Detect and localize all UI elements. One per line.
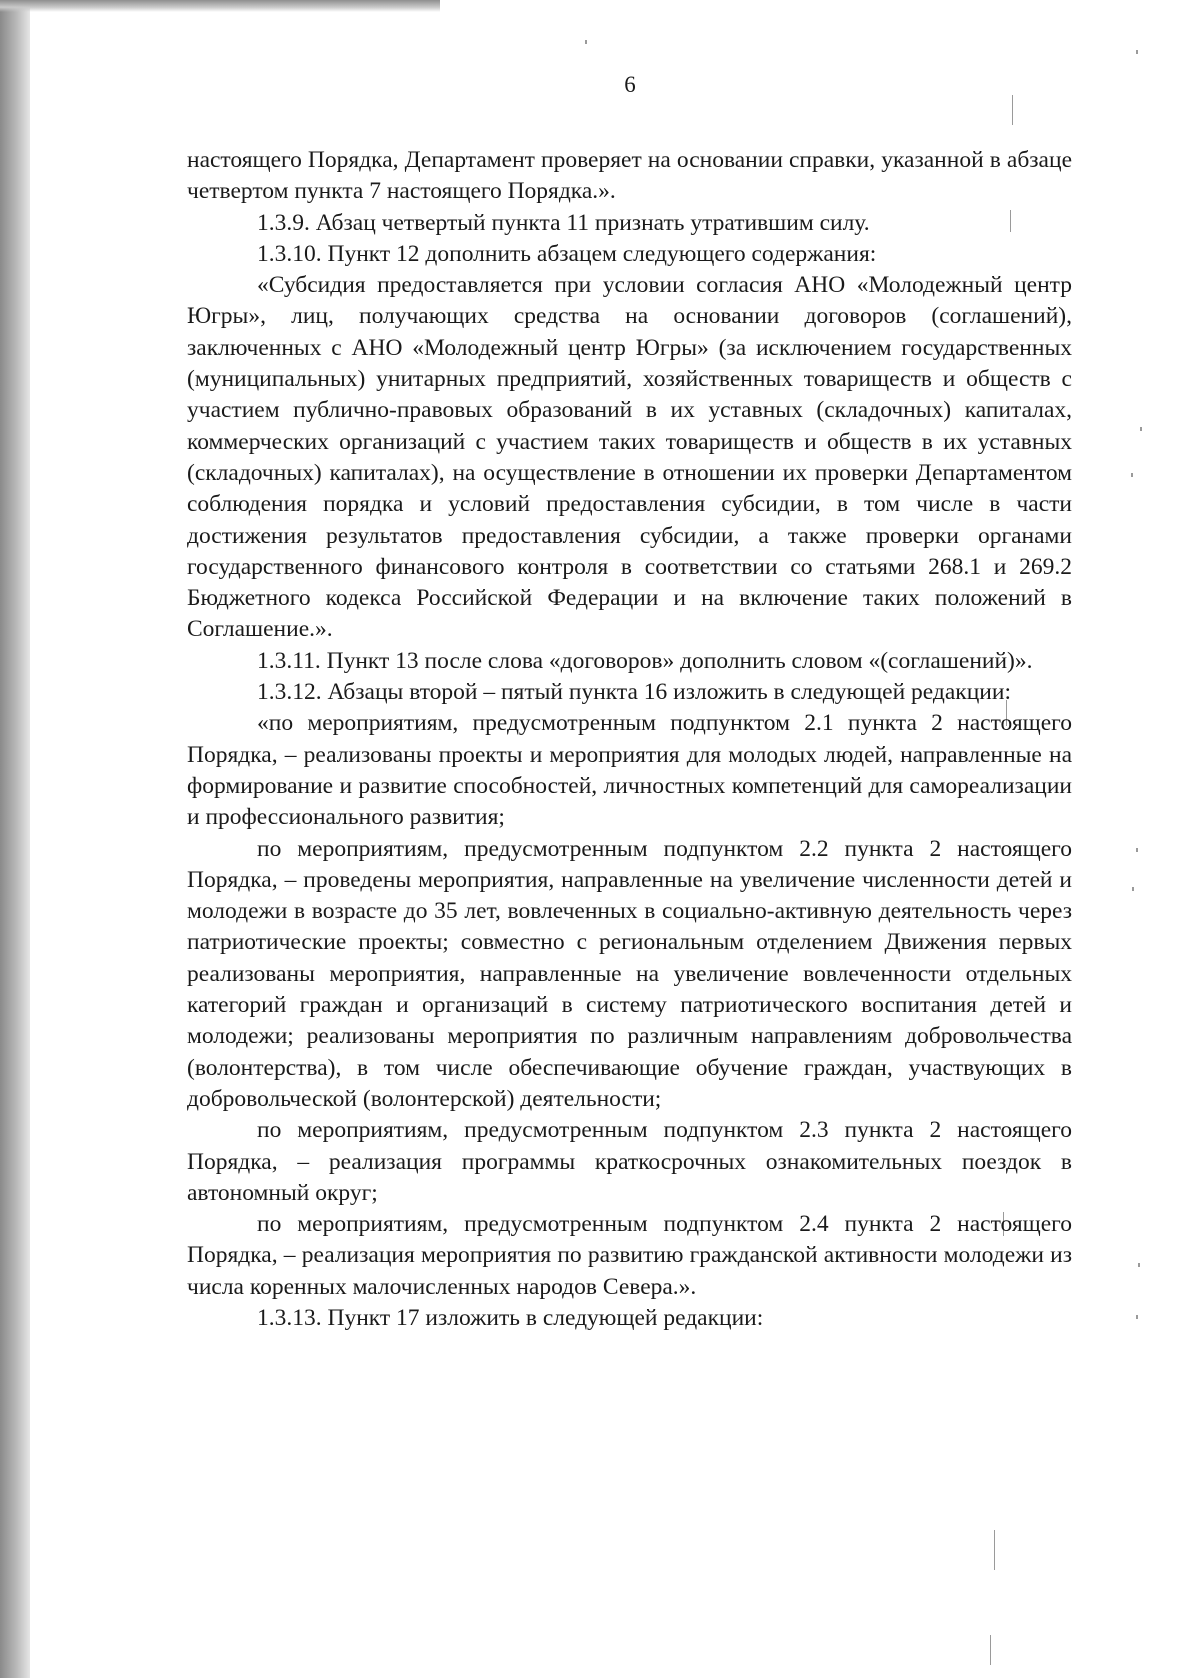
paragraph-subitem-2-3: по мероприятиям, предусмотренным подпунктом 2.3 пункта 2 настоящего Порядка, – реализация программы краткосрочных ознакомительных поездок в автономный округ;: [187, 1117, 1072, 1206]
paragraph-continuation: настоящего Порядка, Департамент проверяет на основании справки, указанной в абзаце четвертом пункта 7 настоящего Порядка.».: [187, 147, 1072, 205]
document-body: [187, 145, 1072, 1334]
scan-top-edge-shadow: [0, 0, 440, 12]
page-number: 6: [624, 72, 636, 97]
scan-artifact-mark: [1012, 95, 1013, 125]
scan-artifact-dot: [585, 40, 587, 44]
paragraph-subsidy-condition: «Субсидия предоставляется при условии согласия АНО «Молодежный центр Югры», лиц, получающих средства на основании договоров (соглашений), заключенных с АНО «Молодежный центр Югры» (за исключением государственных (муниципальных) унитарных предприятий, хозяйственных товариществ и обществ с участием публично-правовых образований в их уставных (складочных) капиталах, коммерческих организаций с участием таких товариществ и обществ в их уставных (складочных) капиталах), на осуществление в отношении их проверки Департаментом соблюдения порядка и условий предоставления субсидии, в том числе в части достижения результатов предоставления субсидии, а также проверки органами государственного финансового контроля в соответствии со статьями 268.1 и 269.2 Бюджетного кодекса Российской Федерации и на включение таких положений в Соглашение.».: [187, 272, 1072, 643]
paragraph-1-3-12: 1.3.12. Абзацы второй – пятый пункта 16 изложить в следующей редакции:: [257, 679, 1011, 706]
scan-artifact-mark: [994, 1530, 995, 1570]
paragraph-subitem-2-4: по мероприятиям, предусмотренным подпунктом 2.4 пункта 2 настоящего Порядка, – реализация мероприятия по развитию гражданской активности молодежи из числа коренных малочисленных народов Севера.».: [187, 1211, 1072, 1300]
paragraph-1-3-9: 1.3.9. Абзац четвертый пункта 11 признать утратившим силу.: [257, 209, 870, 236]
scan-left-edge-shadow: [0, 0, 30, 1678]
paragraph-subitem-2-1: «по мероприятиям, предусмотренным подпунктом 2.1 пункта 2 настоящего Порядка, – реализованы проекты и мероприятия для молодых людей, направленные на формирование и развитие способностей, личностных компетенций для самореализации и профессионального развития;: [187, 710, 1072, 831]
scan-artifact-dot: [1131, 473, 1133, 477]
paragraph-1-3-11: 1.3.11. Пункт 13 после слова «договоров» дополнить словом «(соглашений)».: [257, 647, 1033, 674]
paragraph-1-3-10: 1.3.10. Пункт 12 дополнить абзацем следующего содержания:: [257, 240, 877, 267]
scan-artifact-dot: [1140, 427, 1142, 431]
scan-artifact-dot: [1136, 1315, 1138, 1319]
scan-artifact-dot: [1136, 848, 1138, 852]
paragraph-1-3-13: 1.3.13. Пункт 17 изложить в следующей редакции:: [257, 1304, 764, 1331]
paragraph-subitem-2-2: по мероприятиям, предусмотренным подпунктом 2.2 пункта 2 настоящего Порядка, – проведены мероприятия, направленные на увеличение численности детей и молодежи в возрасте до 35 лет, вовлеченных в социально-активную деятельность через патриотические проекты; совместно с региональным отделением Движения первых реализованы мероприятия, направленные на увеличение вовлеченности отдельных категорий граждан и организаций в систему патриотического воспитания детей и молодежи; реализованы мероприятия по различным направлениям добровольчества (волонтерства), в том числе обеспечивающие обучение граждан, участвующих в добровольческой (волонтерской) деятельности;: [187, 835, 1072, 1112]
scan-artifact-dot: [1138, 1263, 1140, 1267]
scan-artifact-mark: [990, 1635, 991, 1665]
scan-artifact-dot: [1132, 887, 1134, 891]
scan-artifact-dot: [1136, 50, 1138, 54]
